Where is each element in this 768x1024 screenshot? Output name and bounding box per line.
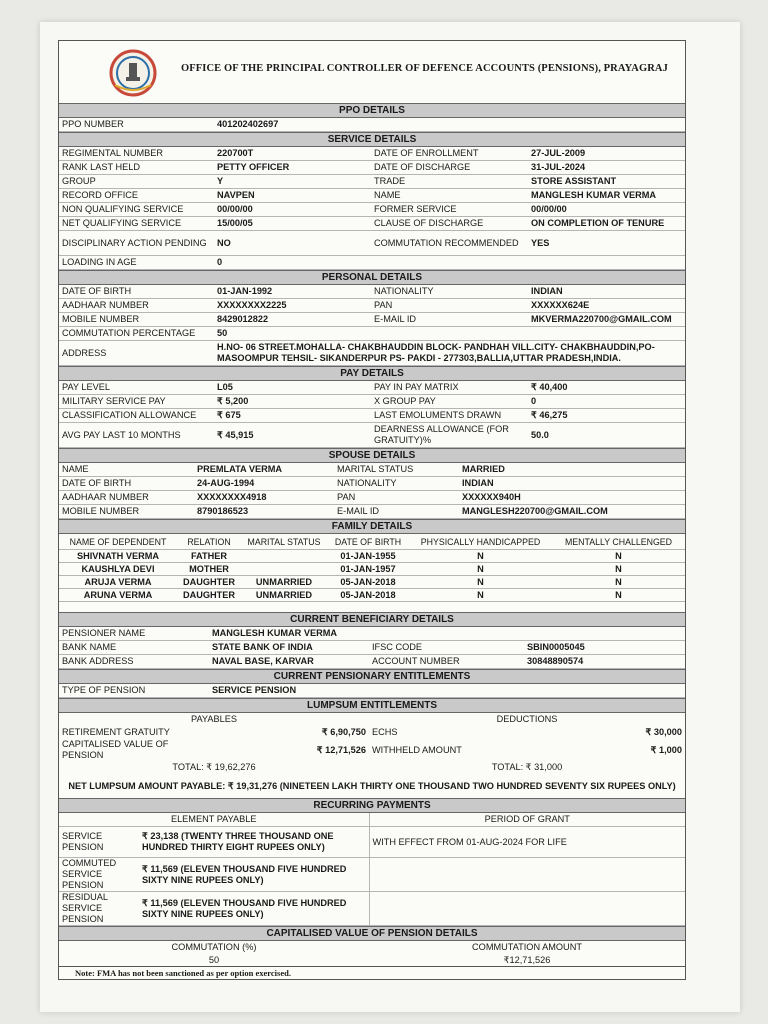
table-row	[59, 761, 685, 774]
dependent-ph: N	[409, 576, 552, 589]
column-header: NAME OF DEPENDENT	[59, 534, 177, 550]
table-row	[59, 217, 685, 231]
regimental-number-value: 220700T	[214, 147, 371, 161]
net-qualifying-value: 15/00/05	[214, 217, 371, 231]
table-row	[59, 641, 685, 655]
field-label: MILITARY SERVICE PAY	[59, 395, 214, 409]
field-label: PAY LEVEL	[59, 381, 214, 395]
table-row	[59, 423, 685, 448]
dependent-marital: UNMARRIED	[241, 589, 327, 602]
section-pay-details: PAY DETAILS	[59, 366, 685, 381]
spacer	[59, 602, 685, 612]
table-row	[59, 563, 685, 576]
section-ppo-details: PPO DETAILS	[59, 103, 685, 118]
echs-value: ₹ 30,000	[645, 727, 682, 737]
field-label: NAME	[59, 463, 194, 477]
dependent-ph: N	[409, 550, 552, 563]
spouse-email-value: MANGLESH220700@GMAIL.COM	[459, 505, 685, 519]
dependent-relation: DAUGHTER	[177, 576, 241, 589]
table-row	[59, 313, 685, 327]
commutation-recommended-value: YES	[528, 231, 685, 256]
period-value	[369, 858, 685, 892]
table-row	[59, 827, 685, 858]
period-of-grant-header: PERIOD OF GRANT	[369, 813, 685, 827]
field-label: CLAUSE OF DISCHARGE	[371, 217, 528, 231]
table-row	[59, 550, 685, 563]
table-header-row	[59, 534, 685, 550]
table-row	[59, 161, 685, 175]
field-label: DEARNESS ALLOWANCE (FOR GRATUITY)%	[371, 423, 528, 448]
table-row	[59, 189, 685, 203]
fma-note: Note: FMA has not been sanctioned as per option exercised.	[59, 966, 685, 979]
table-row	[59, 505, 685, 519]
field-label: ADDRESS	[59, 341, 214, 366]
table-row	[59, 774, 685, 798]
empty-cell	[371, 327, 528, 341]
disciplinary-value: NO	[214, 231, 371, 256]
field-label: BANK ADDRESS	[59, 655, 209, 669]
element-payable-header: ELEMENT PAYABLE	[59, 813, 369, 827]
pan-value: XXXXXX624E	[528, 299, 685, 313]
table-row	[59, 589, 685, 602]
field-label: X GROUP PAY	[371, 395, 528, 409]
name-value: MANGLESH KUMAR VERMA	[528, 189, 685, 203]
pension-document	[58, 40, 686, 980]
account-number-value: 30848890574	[524, 655, 685, 669]
field-label: PAN	[371, 299, 528, 313]
former-service-value: 00/00/00	[528, 203, 685, 217]
mobile-value: 8429012822	[214, 313, 371, 327]
family-table	[59, 534, 685, 602]
dependent-ph: N	[409, 589, 552, 602]
dependent-relation: DAUGHTER	[177, 589, 241, 602]
field-label: AVG PAY LAST 10 MONTHS	[59, 423, 214, 448]
group-value: Y	[214, 175, 371, 189]
table-row	[59, 175, 685, 189]
dependent-relation: MOTHER	[177, 563, 241, 576]
field-label: ACCOUNT NUMBER	[369, 655, 524, 669]
payables-header: PAYABLES	[191, 714, 237, 724]
field-label: NET QUALIFYING SERVICE	[59, 217, 214, 231]
spouse-table	[59, 463, 685, 519]
table-row	[59, 684, 685, 698]
table-row	[59, 627, 685, 641]
last-emoluments-value: ₹ 46,275	[528, 409, 685, 423]
dependent-name: ARUNA VERMA	[59, 589, 177, 602]
dependent-mc: N	[552, 576, 685, 589]
dob-value: 01-JAN-1992	[214, 285, 371, 299]
field-label: LOADING IN AGE	[59, 256, 214, 270]
clause-discharge-value: ON COMPLETION OF TENURE	[528, 217, 685, 231]
discharge-date-value: 31-JUL-2024	[528, 161, 685, 175]
field-label: PAY IN PAY MATRIX	[371, 381, 528, 395]
field-label: BANK NAME	[59, 641, 209, 655]
field-label: LAST EMOLUMENTS DRAWN	[371, 409, 528, 423]
period-value: WITH EFFECT FROM 01-AUG-2024 FOR LIFE	[369, 827, 685, 858]
service-table	[59, 147, 685, 270]
field-label: NATIONALITY	[371, 285, 528, 299]
table-row	[59, 341, 685, 366]
pension-type-value: SERVICE PENSION	[209, 684, 685, 698]
dependent-dob: 01-JAN-1957	[327, 563, 409, 576]
table-row	[59, 576, 685, 589]
document-header	[59, 41, 685, 103]
gratuity-value: ₹ 6,90,750	[321, 727, 366, 737]
net-lumpsum-amount: NET LUMPSUM AMOUNT PAYABLE: ₹ 19,31,276 (NINETEEN LAKH THIRTY ONE THOUSAND TWO HUNDRED SEVENTY SIX RUPEES ONLY)	[68, 780, 676, 791]
spouse-name-value: PREMLATA VERMA	[194, 463, 334, 477]
table-row	[59, 858, 685, 892]
dependent-dob: 01-JAN-1955	[327, 550, 409, 563]
column-header: PHYSICALLY HANDICAPPED	[409, 534, 552, 550]
table-row	[59, 231, 685, 256]
dearness-allowance-value: 50.0	[528, 423, 685, 448]
element-value: ₹ 11,569 (ELEVEN THOUSAND FIVE HUNDRED SIXTY NINE RUPEES ONLY)	[139, 858, 369, 892]
lumpsum-table	[59, 713, 685, 798]
table-row	[59, 477, 685, 491]
trade-value: STORE ASSISTANT	[528, 175, 685, 189]
pay-table	[59, 381, 685, 448]
msp-value: ₹ 5,200	[214, 395, 371, 409]
field-label: DATE OF ENROLLMENT	[371, 147, 528, 161]
dependent-name: ARUJA VERMA	[59, 576, 177, 589]
recurring-table	[59, 813, 685, 926]
field-label: REGIMENTAL NUMBER	[59, 147, 214, 161]
entitlements-table	[59, 684, 685, 698]
section-family-details: FAMILY DETAILS	[59, 519, 685, 534]
element-label: SERVICE PENSION	[59, 827, 139, 858]
dependent-name: KAUSHLYA DEVI	[59, 563, 177, 576]
non-qualifying-value: 00/00/00	[214, 203, 371, 217]
enrollment-date-value: 27-JUL-2009	[528, 147, 685, 161]
classification-allowance-value: ₹ 675	[214, 409, 371, 423]
beneficiary-table	[59, 627, 685, 669]
spouse-nationality-value: INDIAN	[459, 477, 685, 491]
dependent-marital	[241, 550, 327, 563]
field-label: CLASSIFICATION ALLOWANCE	[59, 409, 214, 423]
dependent-marital: UNMARRIED	[241, 576, 327, 589]
deductions-total: TOTAL: ₹ 31,000	[491, 762, 563, 772]
dependent-dob: 05-JAN-2018	[327, 589, 409, 602]
payables-total: TOTAL: ₹ 19,62,276	[172, 762, 256, 772]
element-value: ₹ 11,569 (ELEVEN THOUSAND FIVE HUNDRED SIXTY NINE RUPEES ONLY)	[139, 892, 369, 926]
field-label: ECHS	[372, 727, 398, 737]
field-label: AADHAAR NUMBER	[59, 491, 194, 505]
field-label: E-MAIL ID	[371, 313, 528, 327]
avg-pay-value: ₹ 45,915	[214, 423, 371, 448]
pay-matrix-value: ₹ 40,400	[528, 381, 685, 395]
table-row	[59, 285, 685, 299]
commutation-perc-header: COMMUTATION (%)	[171, 942, 257, 952]
table-row	[59, 655, 685, 669]
field-label: DATE OF BIRTH	[59, 285, 214, 299]
section-lumpsum: LUMPSUM ENTITLEMENTS	[59, 698, 685, 713]
table-row	[59, 203, 685, 217]
ppo-number-value: 401202402697	[214, 118, 685, 132]
table-row	[59, 381, 685, 395]
field-label: PENSIONER NAME	[59, 627, 209, 641]
column-header: MARITAL STATUS	[241, 534, 327, 550]
field-label: RANK LAST HELD	[59, 161, 214, 175]
capitalised-table	[59, 941, 685, 967]
field-label: CAPITALISED VALUE OF PENSION	[62, 739, 169, 760]
section-entitlements: CURRENT PENSIONARY ENTITLEMENTS	[59, 669, 685, 684]
field-label: MOBILE NUMBER	[59, 505, 194, 519]
dependent-name: SHIVNATH VERMA	[59, 550, 177, 563]
spouse-dob-value: 24-AUG-1994	[194, 477, 334, 491]
ppo-table	[59, 118, 685, 132]
field-label: FORMER SERVICE	[371, 203, 528, 217]
pensioner-name-value: MANGLESH KUMAR VERMA	[209, 627, 685, 641]
table-row	[59, 491, 685, 505]
element-label: COMMUTED SERVICE PENSION	[59, 858, 139, 892]
field-label: PAN	[334, 491, 459, 505]
bank-name-value: STATE BANK OF INDIA	[209, 641, 369, 655]
field-label: RECORD OFFICE	[59, 189, 214, 203]
period-value	[369, 892, 685, 926]
section-spouse-details: SPOUSE DETAILS	[59, 448, 685, 463]
empty-cell	[371, 256, 528, 270]
column-header: MENTALLY CHALLENGED	[552, 534, 685, 550]
empty-cell	[528, 327, 685, 341]
table-row	[59, 713, 685, 726]
field-label: DISCIPLINARY ACTION PENDING	[59, 231, 214, 256]
commutation-perc-value: 50	[208, 955, 220, 965]
commutation-percentage-value: 50	[214, 327, 371, 341]
field-label: MARITAL STATUS	[334, 463, 459, 477]
rank-value: PETTY OFFICER	[214, 161, 371, 175]
field-label: IFSC CODE	[369, 641, 524, 655]
deductions-header: DEDUCTIONS	[496, 714, 558, 724]
field-label: MOBILE NUMBER	[59, 313, 214, 327]
dependent-mc: N	[552, 589, 685, 602]
nationality-value: INDIAN	[528, 285, 685, 299]
marital-status-value: MARRIED	[459, 463, 685, 477]
section-service-details: SERVICE DETAILS	[59, 132, 685, 147]
field-label: TYPE OF PENSION	[59, 684, 209, 698]
office-title: OFFICE OF THE PRINCIPAL CONTROLLER OF DEFENCE ACCOUNTS (PENSIONS), PRAYAGRAJ	[181, 63, 668, 74]
bank-address-value: NAVAL BASE, KARVAR	[209, 655, 369, 669]
dependent-mc: N	[552, 563, 685, 576]
loading-age-value: 0	[214, 256, 371, 270]
table-row	[59, 726, 685, 739]
dependent-relation: FATHER	[177, 550, 241, 563]
table-row	[59, 118, 685, 132]
field-label: RETIREMENT GRATUITY	[62, 727, 170, 737]
cvp-value: ₹ 12,71,526	[316, 744, 366, 755]
email-value: MKVERMA220700@GMAIL.COM	[528, 313, 685, 327]
spouse-aadhaar-value: XXXXXXXX4918	[194, 491, 334, 505]
dependent-marital	[241, 563, 327, 576]
table-row	[59, 941, 685, 954]
field-label: AADHAAR NUMBER	[59, 299, 214, 313]
pay-level-value: L05	[214, 381, 371, 395]
table-row	[59, 395, 685, 409]
spouse-pan-value: XXXXXX940H	[459, 491, 685, 505]
commutation-amount-header: COMMUTATION AMOUNT	[472, 942, 582, 952]
section-personal-details: PERSONAL DETAILS	[59, 270, 685, 285]
emblem-logo-icon	[109, 49, 157, 97]
ifsc-value: SBIN0005045	[524, 641, 685, 655]
field-label: DATE OF BIRTH	[59, 477, 194, 491]
table-row	[59, 892, 685, 926]
ppo-number-label: PPO NUMBER	[59, 118, 214, 132]
table-row	[59, 256, 685, 270]
table-row	[59, 327, 685, 341]
section-capitalised-value: CAPITALISED VALUE OF PENSION DETAILS	[59, 926, 685, 941]
column-header: DATE OF BIRTH	[327, 534, 409, 550]
section-beneficiary-details: CURRENT BENEFICIARY DETAILS	[59, 612, 685, 627]
table-row	[59, 409, 685, 423]
field-label: GROUP	[59, 175, 214, 189]
dependent-dob: 05-JAN-2018	[327, 576, 409, 589]
field-label: WITHHELD AMOUNT	[372, 744, 462, 755]
field-label: NAME	[371, 189, 528, 203]
x-group-pay-value: 0	[528, 395, 685, 409]
field-label: COMMUTATION RECOMMENDED	[371, 231, 528, 256]
element-value: ₹ 23,138 (TWENTY THREE THOUSAND ONE HUNDRED THIRTY EIGHT RUPEES ONLY)	[139, 827, 369, 858]
dependent-ph: N	[409, 563, 552, 576]
record-office-value: NAVPEN	[214, 189, 371, 203]
commutation-amount-value: ₹12,71,526	[503, 955, 551, 965]
spouse-mobile-value: 8790186523	[194, 505, 334, 519]
address-value: H.NO- 06 STREET.MOHALLA- CHAKBHAUDDIN BLOCK- PANDHAH VILL.CITY- CHAKBHAUDDIN,PO-MASOOMPUR TEHSIL- SIKANDERPUR PS- PAKDI - 277303,BALLIA,UTTAR PRADESH,INDIA.	[214, 341, 685, 366]
table-row	[59, 299, 685, 313]
personal-table	[59, 285, 685, 366]
field-label: TRADE	[371, 175, 528, 189]
field-label: DATE OF DISCHARGE	[371, 161, 528, 175]
table-row	[59, 463, 685, 477]
dependent-mc: N	[552, 550, 685, 563]
field-label: E-MAIL ID	[334, 505, 459, 519]
field-label: NON QUALIFYING SERVICE	[59, 203, 214, 217]
aadhaar-value: XXXXXXXX2225	[214, 299, 371, 313]
column-header: RELATION	[177, 534, 241, 550]
section-recurring-payments: RECURRING PAYMENTS	[59, 798, 685, 813]
element-label: RESIDUAL SERVICE PENSION	[59, 892, 139, 926]
field-label: COMMUTATION PERCENTAGE	[59, 327, 214, 341]
table-row	[59, 147, 685, 161]
table-row	[59, 739, 685, 761]
withheld-value: ₹ 1,000	[650, 744, 682, 755]
empty-cell	[528, 256, 685, 270]
field-label: NATIONALITY	[334, 477, 459, 491]
table-row	[59, 813, 685, 827]
